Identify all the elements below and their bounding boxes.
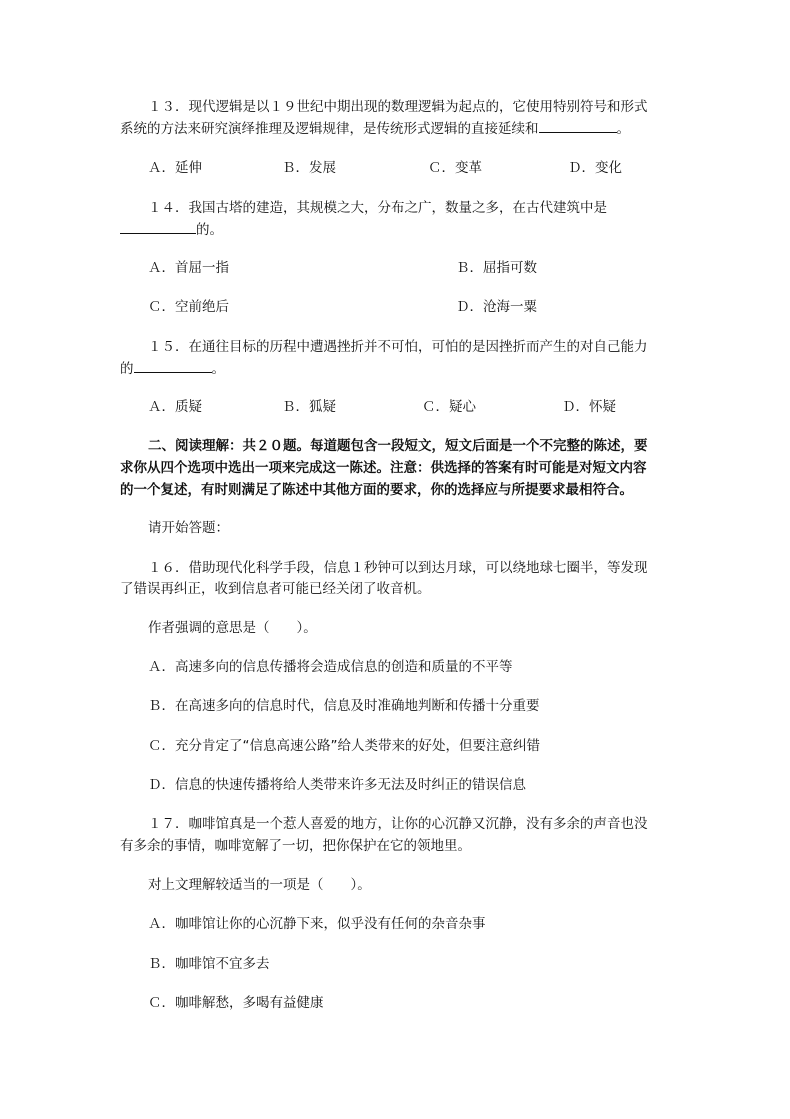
q14-answer-blank	[120, 219, 196, 234]
q13-option-b: Ｂ．发展	[282, 160, 336, 176]
q15-answer-blank	[134, 358, 212, 373]
q13-option-d: Ｄ．变化	[568, 160, 622, 176]
q14-stem-line1: １４．我国古塔的建造，其规模之大，分布之广，数量之多，在古代建筑中是	[148, 200, 607, 216]
q16-option-b: Ｂ．在高速多向的信息时代，信息及时准确地判断和传播十分重要	[148, 698, 540, 714]
section2-instructions-line3: 的一个复述，有时则满足了陈述中其他方面的要求，你的选择应与所提要求最相符合。	[120, 482, 633, 498]
q14-option-a: Ａ．首屈一指	[148, 260, 229, 276]
q15-option-a: Ａ．质疑	[148, 399, 202, 415]
q15-stem-line1: １５．在通往目标的历程中遭遇挫折并不可怕，可怕的是因挫折而产生的对自己能力	[148, 339, 648, 355]
q16-passage-line1: １６．借助现代化科学手段，信息１秒钟可以到达月球，可以绕地球七圈半，等发现	[148, 560, 648, 576]
q14-stem-tail: 的。	[196, 222, 223, 238]
q16-option-a: Ａ．高速多向的信息传播将会造成信息的创造和质量的不平等	[148, 659, 513, 675]
section2-instructions-line2: 求你从四个选项中选出一项来完成这一陈述。注意：供选择的答案有时可能是对短文内容	[120, 460, 647, 476]
q15-stem-line2	[120, 358, 225, 379]
q13-stem-text: 系统的方法来研究演绎推理及逻辑规律，是传统形式逻辑的直接延续和	[120, 121, 539, 137]
q15-stem-head: 的	[120, 361, 134, 377]
q15-option-d: Ｄ．怀疑	[562, 399, 616, 415]
q16-stem: 作者强调的意思是（ ）。	[148, 620, 317, 636]
q16-passage-line2: 了错误再纠正，收到信息者可能已经关闭了收音机。	[120, 581, 431, 597]
q14-stem-line2	[120, 219, 223, 240]
q13-option-c: Ｃ．变革	[428, 160, 482, 176]
q17-option-b: Ｂ．咖啡馆不宜多去	[148, 956, 270, 972]
q17-option-a: Ａ．咖啡馆让你的心沉静下来，似乎没有任何的杂音杂事	[148, 916, 486, 932]
q13-option-a: Ａ．延伸	[148, 160, 202, 176]
q13-answer-blank	[539, 118, 617, 133]
q13-stem-line2	[120, 118, 630, 139]
q14-option-b: Ｂ．屈指可数	[456, 260, 537, 276]
q17-option-c: Ｃ．咖啡解愁，多喝有益健康	[148, 995, 324, 1011]
q14-option-c: Ｃ．空前绝后	[148, 299, 229, 315]
q17-stem: 对上文理解较适当的一项是（ ）。	[148, 877, 371, 893]
q17-passage-line1: １７．咖啡馆真是一个惹人喜爱的地方，让你的心沉静又沉静，没有多余的声音也没	[148, 816, 648, 832]
q13-stem-tail: 。	[616, 121, 630, 137]
q17-passage-line2: 有多余的事情，咖啡宽解了一切，把你保护在它的领地里。	[120, 838, 471, 854]
section2-instructions-line1: 二、阅读理解：共２０题。每道题包含一段短文，短文后面是一个不完整的陈述，要	[148, 438, 648, 454]
section2-start-prompt: 请开始答题：	[148, 520, 229, 536]
q14-option-d: Ｄ．沧海一粟	[456, 299, 537, 315]
q15-option-c: Ｃ．疑心	[422, 399, 476, 415]
q16-option-d: Ｄ．信息的快速传播将给人类带来许多无法及时纠正的错误信息	[148, 777, 526, 793]
q15-stem-tail: 。	[211, 361, 225, 377]
q15-option-b: Ｂ．狐疑	[282, 399, 336, 415]
q16-option-c: Ｃ．充分肯定了“信息高速公路”给人类带来的好处，但要注意纠错	[148, 738, 540, 754]
q13-stem-line1: １３．现代逻辑是以１９世纪中期出现的数理逻辑为起点的，它使用特别符号和形式	[148, 99, 648, 115]
